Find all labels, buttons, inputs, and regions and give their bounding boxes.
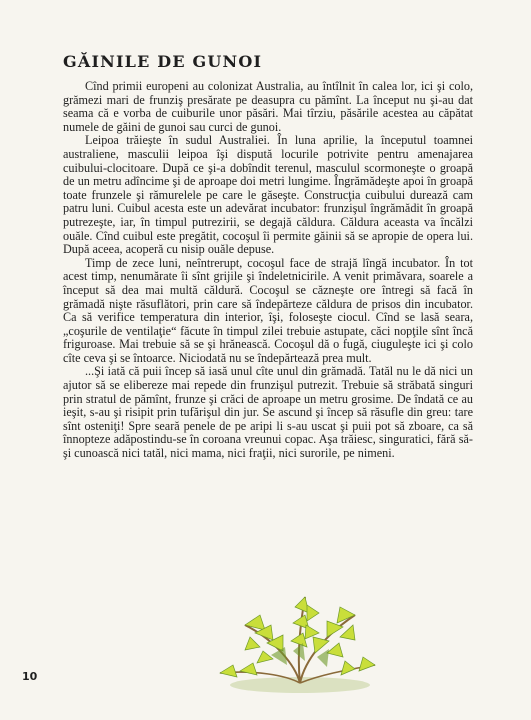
fern-plant-illustration — [205, 585, 385, 700]
page-number: 10 — [22, 670, 38, 683]
paragraph: Leipoa trăieşte în sudul Australiei. În luna aprilie, la începutul toamnei australiene, masculii leipoa îşi dispută locurile potrivite pentru amenajarea cuibului-clocitoare. După ce şi-a dobîndit terenul, masculul scormoneşte o groapă de un metru adîncime şi de aproape doi metri lungime. Îngrămădeşte apoi în groapă toate frunzele şi rămurelele pe care le găseşte. Construcţia cuibului durează cam patru luni. Cuibul acesta este un adevărat incubator: frunzişul îngrămădit în groapă putrezeşte, iar, în timpul putrezirii, se degajă căldura. Căldura aceasta va încălzi ouăle. Cînd cuibul este pregătit, cocoşul îi permite găinii să se apropie de opera lui. După aceea, acoperă cu nisip ouăle depuse. — [63, 133, 473, 257]
article-body — [63, 80, 473, 461]
page-title: GĂINILE DE GUNOI — [63, 52, 263, 71]
paragraph: ...Şi iată că puii încep să iasă unul cîte unul din grămadă. Tatăl nu le dă nici un ajutor să se elibereze mai repede din frunzişul putrezit. Trebuie să străbată singuri prin stratul de pămînt, frunze şi crăci de aproape un metru grosime. De îndată ce au ieşit, s-au şi risipit prin tufărişul din jur. Se ascund şi încep să răsufle din greu: tare sînt osteniţi! Spre seară penele de pe aripi li s-au uscat şi puii pot să zboare, ca să înnopteze adăpostindu-se în coroana vreunui copac. Aşa trăiesc, singuratici, fără să-şi cunoască nici tatăl, nici mama, nici fraţii, nici surorile, pe nimeni. — [63, 364, 473, 461]
paragraph: Cînd primii europeni au colonizat Australia, au întîlnit în calea lor, ici şi colo, grămezi mari de frunziş presărate pe deasupra cu pămînt. La început nu şi-au dat seama că e vorba de cuiburile unor păsări. Mai tîrziu, păsările acestea au căpătat numele de găini de gunoi sau curci de gunoi. — [63, 79, 473, 134]
paragraph: Timp de zece luni, neîntrerupt, cocoşul face de strajă lîngă incubator. În tot acest timp, nenumărate îi sînt grijile şi îndeletnicirile. A venit primăvara, soarele a început să dea mai multă căldură. Cocoşul se căzneşte ore întregi să facă în grămadă nişte răsuflători, prin care să îndepărteze căldura de prisos din incubator. Ca să verifice temperatura din interior, îşi, foloseşte ciocul. Cînd se lasă seara, „coşurile de ventilaţie“ făcute în timpul zilei trebuie astupate, căci nopţile sînt încă friguroase. Mai trebuie să se şi hrănească. Cocoşul dă o fugă, ciuguleşte ici şi colo cîte ceva şi se întoarce. Niciodată nu se îndepărtează prea mult. — [63, 255, 473, 365]
